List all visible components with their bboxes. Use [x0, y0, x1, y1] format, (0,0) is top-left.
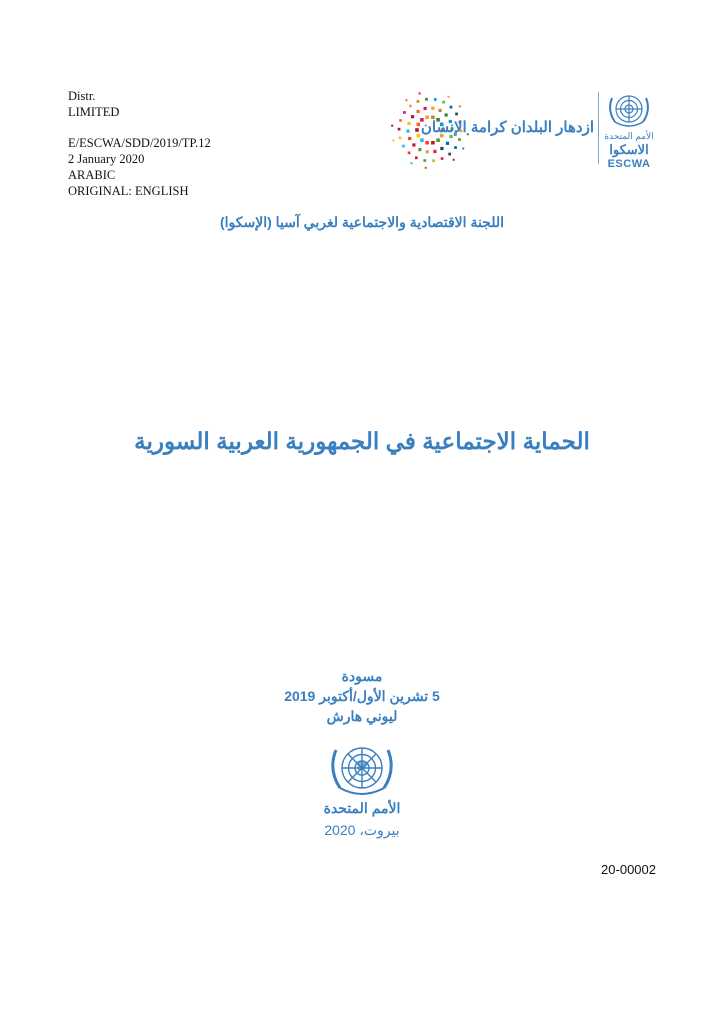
sdg-dot [403, 111, 406, 114]
sdg-dot [409, 105, 412, 108]
sdg-dot [441, 157, 444, 160]
sdg-dot [442, 101, 445, 104]
un-emblem-large-icon [324, 738, 400, 802]
sdg-dot [458, 138, 461, 141]
sdg-dot [411, 162, 413, 164]
escwa-english-wordmark: ESCWA [607, 158, 651, 170]
sdg-dot [408, 152, 411, 155]
united-nations-label: الأمم المتحدة [323, 800, 401, 816]
sdg-dot [436, 138, 440, 142]
sdg-dot [433, 150, 436, 153]
sdg-dot [423, 159, 426, 162]
sdg-dot [439, 109, 442, 112]
sdg-dot [399, 119, 402, 122]
sdg-dot [455, 113, 458, 116]
sdg-dot [450, 106, 453, 109]
un-small-label: الأمم المتحدة [604, 131, 654, 141]
sdg-dot [448, 96, 450, 98]
sdg-dot [408, 137, 411, 140]
document-title: الحماية الاجتماعية في الجمهورية العربية السورية [134, 428, 590, 454]
document-number: 20-00002 [601, 862, 656, 877]
sdg-dot [426, 150, 429, 153]
escwa-arabic-wordmark: الاسكوا [609, 142, 649, 157]
escwa-tagline: ازدهار البلدان كرامة الإنسان [420, 119, 594, 136]
document-metadata [68, 88, 211, 199]
sdg-dot [398, 128, 401, 131]
sdg-dot [411, 115, 414, 118]
sdg-dot [440, 147, 443, 150]
sdg-dot [412, 143, 415, 146]
sdg-dot [419, 93, 421, 95]
sdg-dot [424, 107, 427, 110]
sdg-dot [453, 159, 455, 161]
draft-label: مسودة [341, 668, 383, 684]
sdg-dot [417, 110, 420, 113]
sdg-dot [434, 98, 437, 101]
un-emblem-icon [603, 88, 655, 132]
committee-name: اللجنة الاقتصادية والاجتماعية لغربي آسيا (الإسكوا) [220, 214, 504, 230]
document-symbol: E/ESCWA/SDD/2019/TP.12 [68, 136, 211, 150]
sdg-dot [459, 105, 461, 107]
sdg-dot [445, 113, 448, 116]
publication-place-year: بيروت، 2020 [324, 822, 400, 838]
header-divider [598, 92, 599, 164]
distribution-status: LIMITED [68, 105, 120, 119]
sdg-dot [425, 98, 428, 101]
sdg-dot [418, 148, 421, 151]
sdg-dot [432, 159, 435, 162]
document-language: ARABIC [68, 168, 116, 182]
sdg-dot [446, 142, 449, 145]
distribution-label: Distr. [68, 89, 96, 103]
author-name: ليوني هارش [326, 708, 398, 724]
sdg-dot [420, 138, 424, 142]
sdg-dot [406, 130, 409, 133]
sdg-dot [417, 123, 421, 127]
draft-date: 5 تشرين الأول/أكتوبر 2019 [284, 688, 440, 704]
sdg-dot [415, 157, 418, 160]
sdg-dot [425, 141, 429, 145]
sdg-dot [417, 134, 421, 138]
sdg-dot [448, 153, 451, 156]
sdg-dot [405, 99, 407, 101]
sdg-dot [431, 141, 435, 145]
sdg-dot [393, 139, 395, 141]
sdg-dot [425, 167, 427, 169]
sdg-dot [402, 145, 405, 148]
sdg-dot [431, 107, 434, 110]
sdg-dot [454, 146, 457, 149]
sdg-dot [415, 128, 419, 132]
sdg-dot [407, 122, 410, 125]
document-date: 2 January 2020 [68, 152, 145, 166]
sdg-dot [399, 137, 402, 140]
original-language: ORIGINAL: ENGLISH [68, 184, 189, 198]
draft-block [0, 666, 724, 726]
sdg-dot [462, 148, 464, 150]
sdg-dot [391, 125, 393, 127]
sdg-dot [417, 100, 420, 103]
